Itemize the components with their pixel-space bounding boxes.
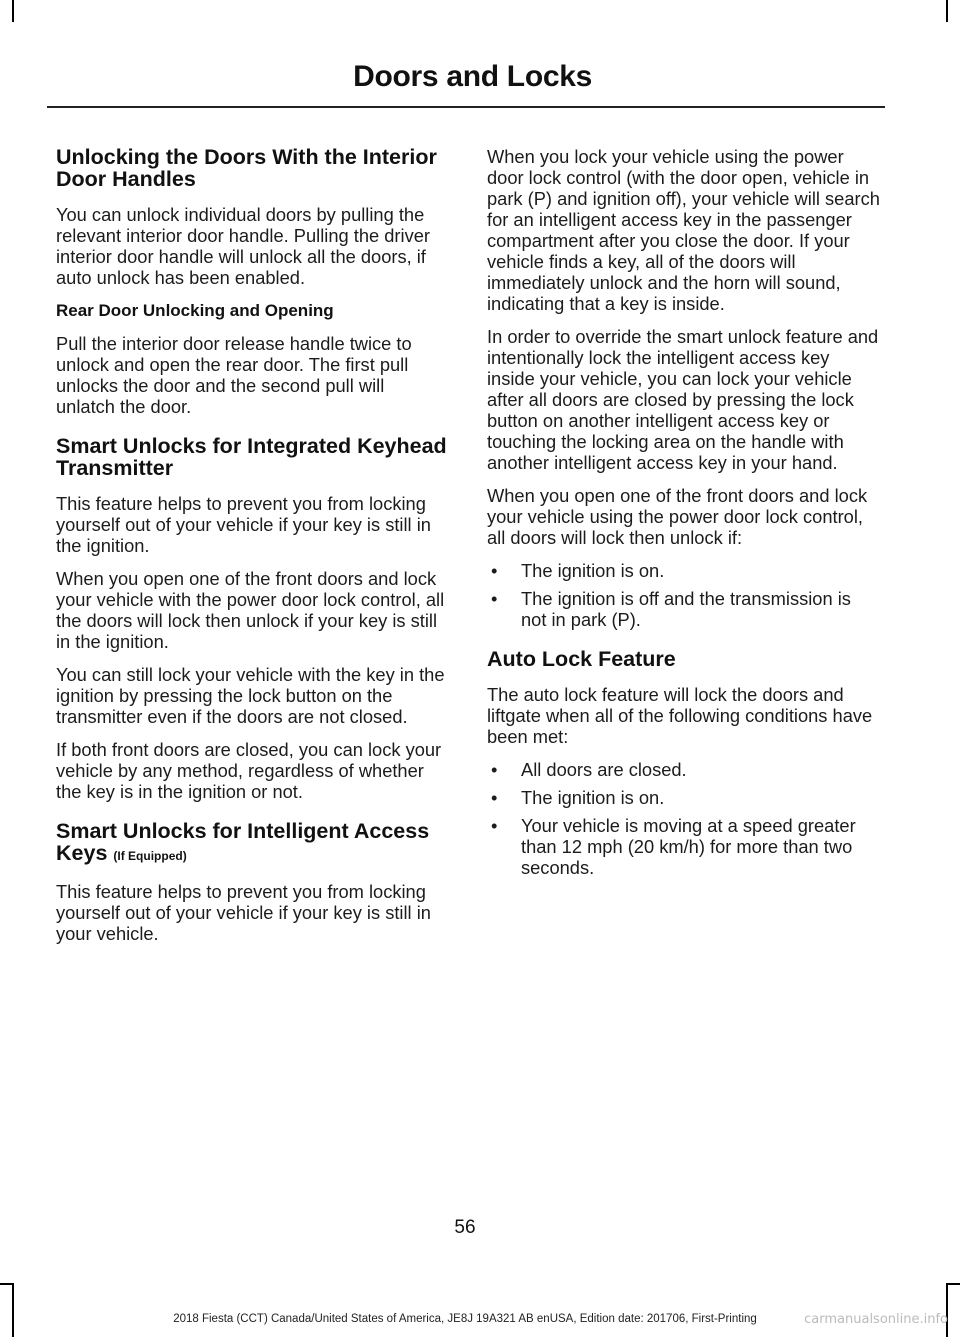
paragraph: When you lock your vehicle using the power door lock control (with the door open, vehicle in park (P) and ignition off), your vehicle will search for an intelligent access key in the passenger compartment after you close the door. If your vehicle finds a key, all of the doors will immediately unlock and the horn will sound, indicating that a key is inside. [487,146,880,314]
list-item: • Your vehicle is moving at a speed greater than 12 mph (20 km/h) for more than two seconds. [491,815,856,878]
section-auto-lock [487,648,881,878]
crop-mark-bottom-right-h [946,1283,960,1285]
footer-edition-info: 2018 Fiesta (CCT) Canada/United States of America, JE8J 19A321 AB enUSA, Edition date: 201706, First-Printing [173,1313,757,1325]
paragraph: You can still lock your vehicle with the key in the ignition by pressing the lock button on the transmitter even if the doors are not closed. [56,664,445,727]
header-rule [47,106,885,108]
paragraph: In order to override the smart unlock feature and intentionally lock the intelligent access key inside your vehicle, you can lock your vehicle after all doors are closed by pressing the lock button on another intelligent access key or touching the locking area on the handle with another intelligent access key in your hand. [487,326,879,473]
bullet-glyph: • [491,560,498,581]
section-smart-unlocks-intelligent [56,820,448,944]
list-item: • All doors are closed. [491,759,687,780]
crop-mark-top-right [946,0,948,22]
section-heading: Auto Lock Feature [487,647,676,671]
crop-mark-bottom-right [946,1283,948,1337]
paragraph: This feature helps to prevent you from locking yourself out of your vehicle if your key is still in the ignition. [56,493,431,556]
section-heading: Unlocking the Doors With the Interior Door Handles [56,145,437,191]
section-heading: Smart Unlocks for Integrated Keyhead Transmitter [56,434,447,480]
right-column [487,146,881,890]
bullet-list [487,560,881,630]
bullet-list [487,759,881,878]
list-item: • The ignition is off and the transmission is not in park (P). [491,588,851,630]
subheading-rear-door: Rear Door Unlocking and Opening [56,301,334,320]
section-unlocking-interior-handles [56,146,448,417]
watermark: carmanualsonline.info [804,1312,948,1327]
paragraph: When you open one of the front doors and lock your vehicle using the power door lock control, all doors will lock then unlock if: [487,485,868,548]
paragraph: If both front doors are closed, you can lock your vehicle by any method, regardless of whether the key is in the ignition or not. [56,739,442,802]
page-title: Doors and Locks [353,60,592,93]
section-heading [56,820,448,867]
bullet-glyph: • [491,787,498,808]
list-item: • The ignition is on. [491,787,665,808]
bullet-glyph: • [491,588,498,609]
section-smart-unlocks-keyhead [56,435,448,802]
crop-mark-bottom-left [12,1283,14,1337]
bullet-glyph: • [491,759,498,780]
left-column [56,146,448,956]
paragraph: The auto lock feature will lock the doors and liftgate when all of the following conditions have been met: [487,684,873,747]
heading-text: Smart Unlocks for Intelligent Access Keys [56,819,430,865]
crop-mark-bottom-left-h [0,1283,14,1285]
paragraph: Pull the interior door release handle twice to unlock and open the rear door. The first pull unlocks the door and the second pull will unlatch the door. [56,333,412,417]
paragraph: You can unlock individual doors by pulling the relevant interior door handle. Pulling the driver interior door handle will unlock all the doors, if auto unlock has been enabled. [56,204,430,288]
if-equipped-note: (If Equipped) [113,849,187,863]
bullet-glyph: • [491,815,498,836]
page-number: 56 [454,1217,476,1238]
crop-mark-top-left [12,0,14,22]
paragraph: This feature helps to prevent you from locking yourself out of your vehicle if your key is still in your vehicle. [56,881,431,944]
list-item: • The ignition is on. [491,560,665,581]
paragraph: When you open one of the front doors and lock your vehicle with the power door lock control, all the doors will lock then unlock if your key is still in the ignition. [56,568,445,652]
